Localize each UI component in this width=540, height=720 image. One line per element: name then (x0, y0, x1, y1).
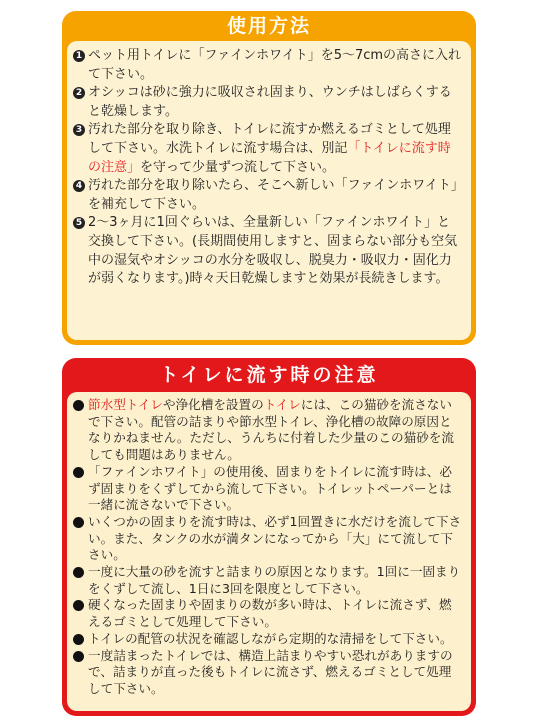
usage-item-text (88, 214, 463, 288)
item-text-part: ペット用トイレに「ファインホワイト」を5〜7cmの高さに入れて下さい。 (88, 48, 462, 82)
caution-item-text (88, 631, 463, 648)
caution-item (73, 648, 463, 698)
usage-item (73, 177, 463, 214)
usage-item-text (88, 177, 463, 214)
item-text-part: 「ファインホワイト」の使用後、固まりをトイレに流す時は、必ず固まりをくずしてから流して下さい。トイレットペーパーとは一緒に流さないで下さい。 (88, 463, 452, 513)
usage-title: 使用方法 (226, 15, 311, 37)
highlighted-text: 「トイレに流す時の注意」 (88, 140, 451, 175)
caution-item-text (88, 397, 463, 464)
bullet-icon (73, 467, 84, 478)
step-number-icon: 3 (73, 124, 85, 136)
caution-item (73, 631, 463, 648)
bullet-icon (73, 567, 84, 578)
caution-title: トイレに流す時の注意 (159, 364, 379, 386)
highlighted-text: トイレ (263, 397, 301, 412)
item-text-part: いくつかの固まりを流す時は、必ず1回置きに水だけを流して下さい。また、タンクの水が満タンになってから「大」にて流して下さい。 (88, 513, 462, 563)
bullet-icon (73, 517, 84, 528)
item-text-part: トイレの配管の状況を確認しながら定期的な清掃をして下さい。 (88, 630, 453, 646)
usage-item (73, 47, 463, 84)
step-number-icon: 2 (73, 87, 85, 99)
item-text-part: 2〜3ヶ月に1回ぐらいは、全量新しい「ファインホワイト」と交換して下さい。(長期間使用しますと、固まらない部分も空気中の湿気やオシッコの水分を吸収し、脱臭力・吸収力・固化力が弱くなります。)時々天日乾燥しますと効果が長続きします。 (88, 215, 458, 287)
caution-item-text (88, 597, 463, 630)
step-number-icon: 1 (73, 50, 85, 62)
usage-item (73, 121, 463, 177)
usage-list (67, 41, 471, 340)
usage-item-text (88, 121, 463, 177)
usage-panel (62, 11, 476, 345)
caution-item-text (88, 648, 463, 698)
item-text-part: オシッコは砂に強力に吸収され固まり、ウンチはしばらくすると乾燥します。 (88, 85, 452, 119)
caution-list (67, 392, 471, 711)
caution-item (73, 564, 463, 597)
caution-item (73, 514, 463, 564)
caution-panel (62, 358, 476, 716)
usage-item (73, 84, 463, 121)
caution-item (73, 464, 463, 514)
caution-item-text (88, 514, 463, 564)
bullet-icon (73, 400, 84, 411)
bullet-icon (73, 634, 84, 645)
step-number-icon: 4 (73, 180, 85, 192)
caution-item-text (88, 464, 463, 514)
bullet-icon (73, 600, 84, 611)
usage-item (73, 214, 463, 288)
item-text-part: 汚れた部分を取り除いたら、そこへ新しい「ファインホワイト」を補充して下さい。 (88, 178, 458, 212)
usage-item-text (88, 47, 463, 84)
bullet-icon (73, 651, 84, 662)
caution-item-text (88, 564, 463, 597)
item-text-part: を守って少量ずつ流して下さい。 (140, 159, 336, 175)
caution-item (73, 597, 463, 630)
highlighted-text: 節水型トイレ (88, 397, 163, 412)
caution-item (73, 397, 463, 464)
usage-item-text (88, 84, 463, 121)
item-text-part: 硬くなった固まりや固まりの数が多い時は、トイレに流さず、燃えるゴミとして処理して下さい。 (88, 597, 452, 630)
item-text-part: 汚れた部分を取り除き、トイレに流すか燃えるゴミとして処理して下さい。水洗トイレに流す場合は、別記 (88, 122, 451, 156)
step-number-icon: 5 (73, 217, 85, 229)
item-text-part: には、この猫砂を流さないで下さい。配管の詰まりや節水型トイレ、浄化槽の故障の原因となりかねません。ただし、うんちに付着した少量のこの猫砂を流しても問題はありません。 (88, 397, 454, 463)
item-text-part: 一度詰まったトイレでは、構造上詰まりやすい恐れがありますので、詰まりが直った後もトイレに流さず、燃えるゴミとして処理して下さい。 (88, 647, 453, 696)
item-text-part: 一度に大量の砂を流すと詰まりの原因となります。1回に一固まりをくずして流し、1日に3回を限度として下さい。 (88, 564, 461, 596)
item-text-part: や浄化槽を設置の (162, 397, 264, 412)
